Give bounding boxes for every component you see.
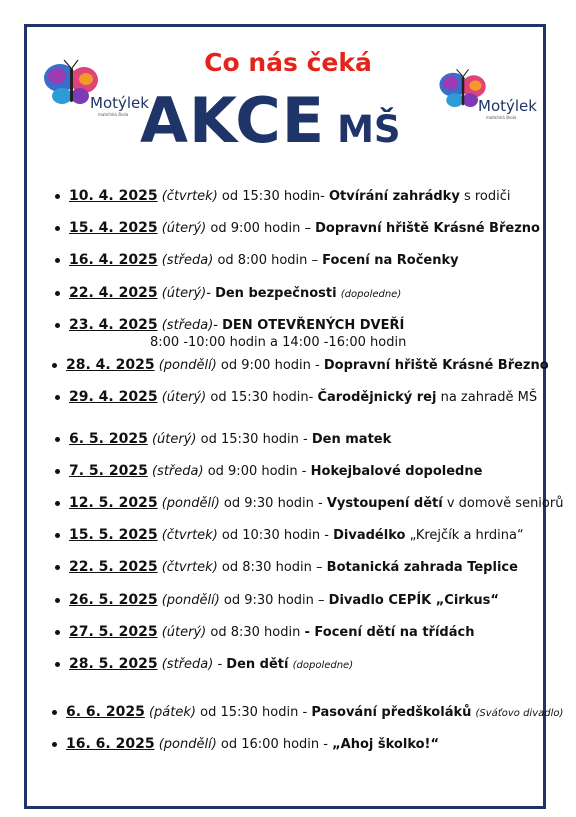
- event-time: od 10:30 hodin -: [221, 528, 329, 543]
- bullet-icon: [55, 323, 60, 328]
- bullet-icon: [55, 395, 60, 400]
- event-time: od 15:30 hodin-: [221, 189, 325, 204]
- event-day: (úterý)-: [161, 286, 211, 301]
- event-name: Otvírání zahrádky: [328, 189, 460, 204]
- logo-text-left: Motýlek: [90, 94, 149, 112]
- list-item: [69, 656, 353, 674]
- event-name: Hokejbalové dopoledne: [310, 464, 483, 479]
- event-date: 10. 4. 2025: [69, 188, 158, 204]
- event-name: Den dětí: [226, 657, 289, 672]
- event-date: 16. 4. 2025: [69, 252, 158, 268]
- event-day: (úterý): [151, 432, 197, 447]
- title-ms: MŠ: [337, 108, 401, 151]
- event-day: (čtvrtek): [161, 560, 218, 575]
- event-date: 27. 5. 2025: [69, 624, 158, 640]
- event-time: od 15:30 hodin-: [210, 390, 314, 405]
- event-time: od 8:30 hodin: [210, 625, 301, 640]
- event-day: (úterý): [161, 625, 207, 640]
- event-name: Den bezpečnosti: [215, 286, 337, 301]
- event-date: 29. 4. 2025: [69, 389, 158, 405]
- event-time: -: [217, 657, 223, 672]
- event-name: - Focení dětí na třídách: [304, 625, 475, 640]
- bullet-icon: [52, 742, 57, 747]
- event-day: (středa)-: [161, 318, 218, 333]
- event-name: Divadlo CEPÍK „Cirkus“: [328, 593, 499, 608]
- event-time: od 9:00 hodin –: [210, 221, 311, 236]
- event-date: 22. 5. 2025: [69, 559, 158, 575]
- event-date: 6. 5. 2025: [69, 431, 148, 447]
- bullet-icon: [55, 501, 60, 506]
- event-note: „Krejčík a hrdina“: [409, 528, 524, 543]
- list-item: [69, 624, 474, 641]
- event-time: od 15:30 hodin -: [200, 432, 308, 447]
- event-day: (pondělí): [161, 496, 220, 511]
- page-subtitle: Co nás čeká: [204, 48, 372, 77]
- bullet-icon: [55, 437, 60, 442]
- list-item: [69, 527, 524, 544]
- event-time: od 9:30 hodin -: [223, 496, 323, 511]
- list-item: [69, 592, 499, 609]
- list-item: [69, 285, 401, 303]
- event-date: 28. 5. 2025: [69, 656, 158, 672]
- bullet-icon: [55, 258, 60, 263]
- bullet-icon: [55, 533, 60, 538]
- event-extra: (dopoledne): [292, 660, 354, 671]
- list-item: [66, 736, 439, 753]
- bullet-icon: [55, 598, 60, 603]
- list-item: [69, 389, 537, 406]
- event-name: „Ahoj školko!“: [332, 737, 440, 752]
- logo-text-right: Motýlek: [478, 97, 537, 115]
- event-name: Botanická zahrada Teplice: [326, 560, 518, 575]
- event-time-range: 8:00 -10:00 hodin a 14:00 -16:00 hodin: [150, 335, 407, 350]
- event-date: 6. 6. 2025: [66, 704, 145, 720]
- event-day: (středa): [161, 657, 214, 672]
- event-day: (pondělí): [158, 358, 217, 373]
- event-day: (středa): [161, 253, 214, 268]
- title-akce: AKCE: [140, 84, 326, 157]
- event-name: Dopravní hřiště Krásné Březno: [315, 221, 540, 236]
- bullet-icon: [55, 291, 60, 296]
- list-item: [66, 704, 563, 722]
- logo-subtext-left: mateřská škola: [98, 112, 129, 117]
- list-item: [69, 495, 563, 512]
- event-name: Divadélko: [333, 528, 406, 543]
- event-day: (pátek): [148, 705, 196, 720]
- event-date: 23. 4. 2025: [69, 317, 158, 333]
- bullet-icon: [52, 363, 57, 368]
- event-time: od 9:00 hodin -: [220, 358, 320, 373]
- bullet-icon: [55, 662, 60, 667]
- event-date: 22. 4. 2025: [69, 285, 158, 301]
- list-item: [69, 188, 511, 205]
- event-day: (čtvrtek): [161, 189, 218, 204]
- bullet-icon: [55, 565, 60, 570]
- event-date: 28. 4. 2025: [66, 357, 155, 373]
- event-name: Čarodějnický rej: [317, 390, 437, 405]
- event-date: 15. 4. 2025: [69, 220, 158, 236]
- event-date: 7. 5. 2025: [69, 463, 148, 479]
- event-time: od 8:30 hodin –: [221, 560, 323, 575]
- event-date: 26. 5. 2025: [69, 592, 158, 608]
- event-name: Focení na Ročenky: [322, 253, 459, 268]
- bullet-icon: [52, 710, 57, 715]
- event-note: na zahradě MŠ: [440, 390, 538, 405]
- event-date: 12. 5. 2025: [69, 495, 158, 511]
- list-item: [66, 357, 549, 374]
- event-note: v domově seniorů: [446, 496, 564, 511]
- event-day: (úterý): [161, 390, 207, 405]
- event-time: od 9:30 hodin –: [223, 593, 325, 608]
- list-item: [69, 252, 459, 269]
- event-day: (středa): [151, 464, 204, 479]
- event-time: od 16:00 hodin -: [220, 737, 328, 752]
- event-time: od 15:30 hodin -: [200, 705, 308, 720]
- bullet-icon: [55, 226, 60, 231]
- event-date: 15. 5. 2025: [69, 527, 158, 543]
- event-day: (úterý): [161, 221, 207, 236]
- event-name: Pasování předškoláků: [311, 705, 472, 720]
- event-name: DEN OTEVŘENÝCH DVEŘÍ: [222, 318, 405, 333]
- event-day: (pondělí): [158, 737, 217, 752]
- event-name: Vystoupení dětí: [326, 496, 443, 511]
- event-name: Den matek: [311, 432, 392, 447]
- list-item: [69, 463, 482, 480]
- logo-subtext-right: mateřská škola: [486, 115, 517, 120]
- event-date: 16. 6. 2025: [66, 736, 155, 752]
- list-item: [69, 431, 391, 448]
- bullet-icon: [55, 630, 60, 635]
- event-extra: (Sváťovo divadlo): [475, 708, 564, 719]
- page-title: [140, 84, 401, 157]
- list-item: [69, 559, 518, 576]
- bullet-icon: [55, 469, 60, 474]
- event-name: Dopravní hřiště Krásné Březno: [323, 358, 549, 373]
- event-day: (pondělí): [161, 593, 220, 608]
- event-extra: (dopoledne): [340, 289, 402, 300]
- event-time: od 9:00 hodin -: [207, 464, 307, 479]
- list-item: [69, 220, 540, 237]
- list-item: [69, 317, 404, 334]
- bullet-icon: [55, 194, 60, 199]
- event-note: s rodiči: [463, 189, 511, 204]
- event-day: (čtvrtek): [161, 528, 218, 543]
- event-time: od 8:00 hodin –: [217, 253, 319, 268]
